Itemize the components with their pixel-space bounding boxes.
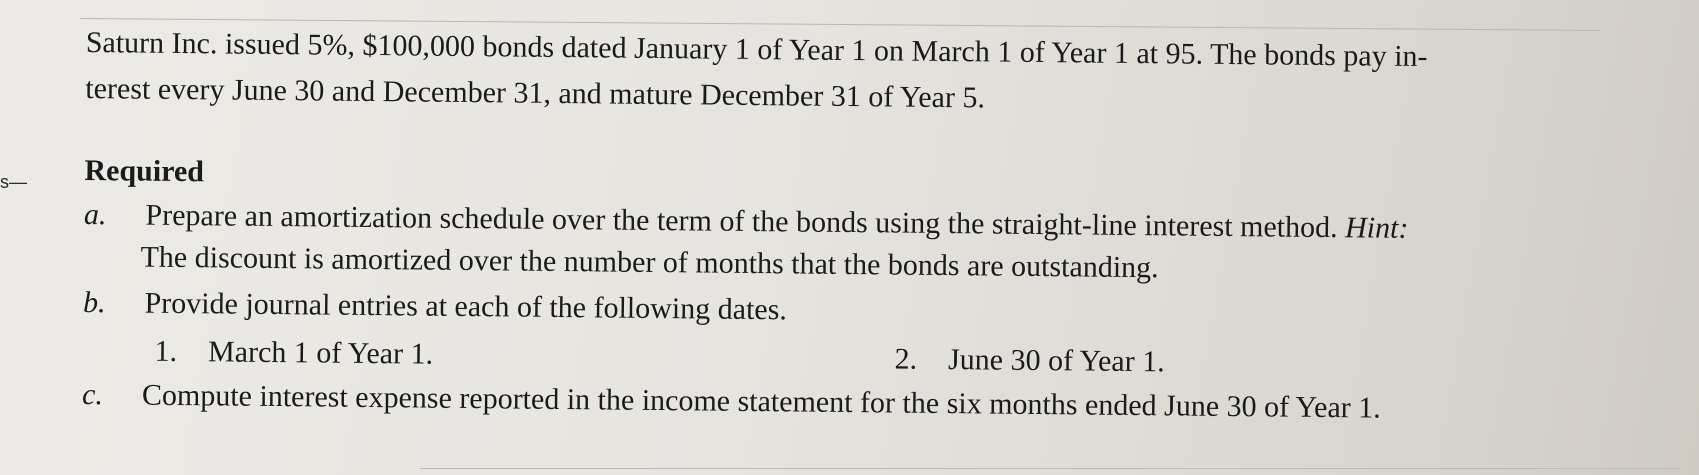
intro-line-2: terest every June 30 and December 31, and mature December 31 of Year 5. — [85, 71, 986, 115]
part-b-item-2-text: June 30 of Year 1. — [947, 343, 1165, 379]
part-a-line-2: The discount is amortized over the number of months that the bonds are outstanding. — [140, 240, 1159, 285]
part-a-text: Prepare an amortization schedule over the term of the bonds using the straight-line interest method. — [145, 198, 1338, 245]
margin-mark: s— — [0, 172, 27, 192]
required-heading: Required — [84, 153, 205, 189]
part-a-line-1 — [84, 198, 1409, 246]
part-b-line — [83, 286, 787, 327]
part-c-marker: c. — [81, 377, 104, 412]
intro-line-1: Saturn Inc. issued 5%, $100,000 bonds dated January 1 of Year 1 on March 1 of Year 1 at 95. The bonds pay in- — [85, 26, 1428, 74]
part-b-text: Provide journal entries at each of the following dates. — [144, 286, 788, 327]
bottom-rule — [420, 468, 1680, 469]
part-a-hint-label: Hint: — [1344, 211, 1409, 245]
part-b-item-2-number: 2. — [894, 342, 918, 376]
part-b-marker: b. — [82, 285, 106, 320]
part-b-item-2 — [894, 342, 1164, 379]
part-b-item-1 — [154, 335, 433, 372]
part-b-item-1-text: March 1 of Year 1. — [207, 335, 434, 371]
part-a-marker: a. — [83, 197, 107, 232]
part-c-text: Compute interest expense reported in the income statement for the six months ended June 30 of Year 1. — [141, 378, 1381, 425]
part-b-item-1-number: 1. — [154, 334, 178, 368]
part-c-line — [82, 378, 1381, 426]
